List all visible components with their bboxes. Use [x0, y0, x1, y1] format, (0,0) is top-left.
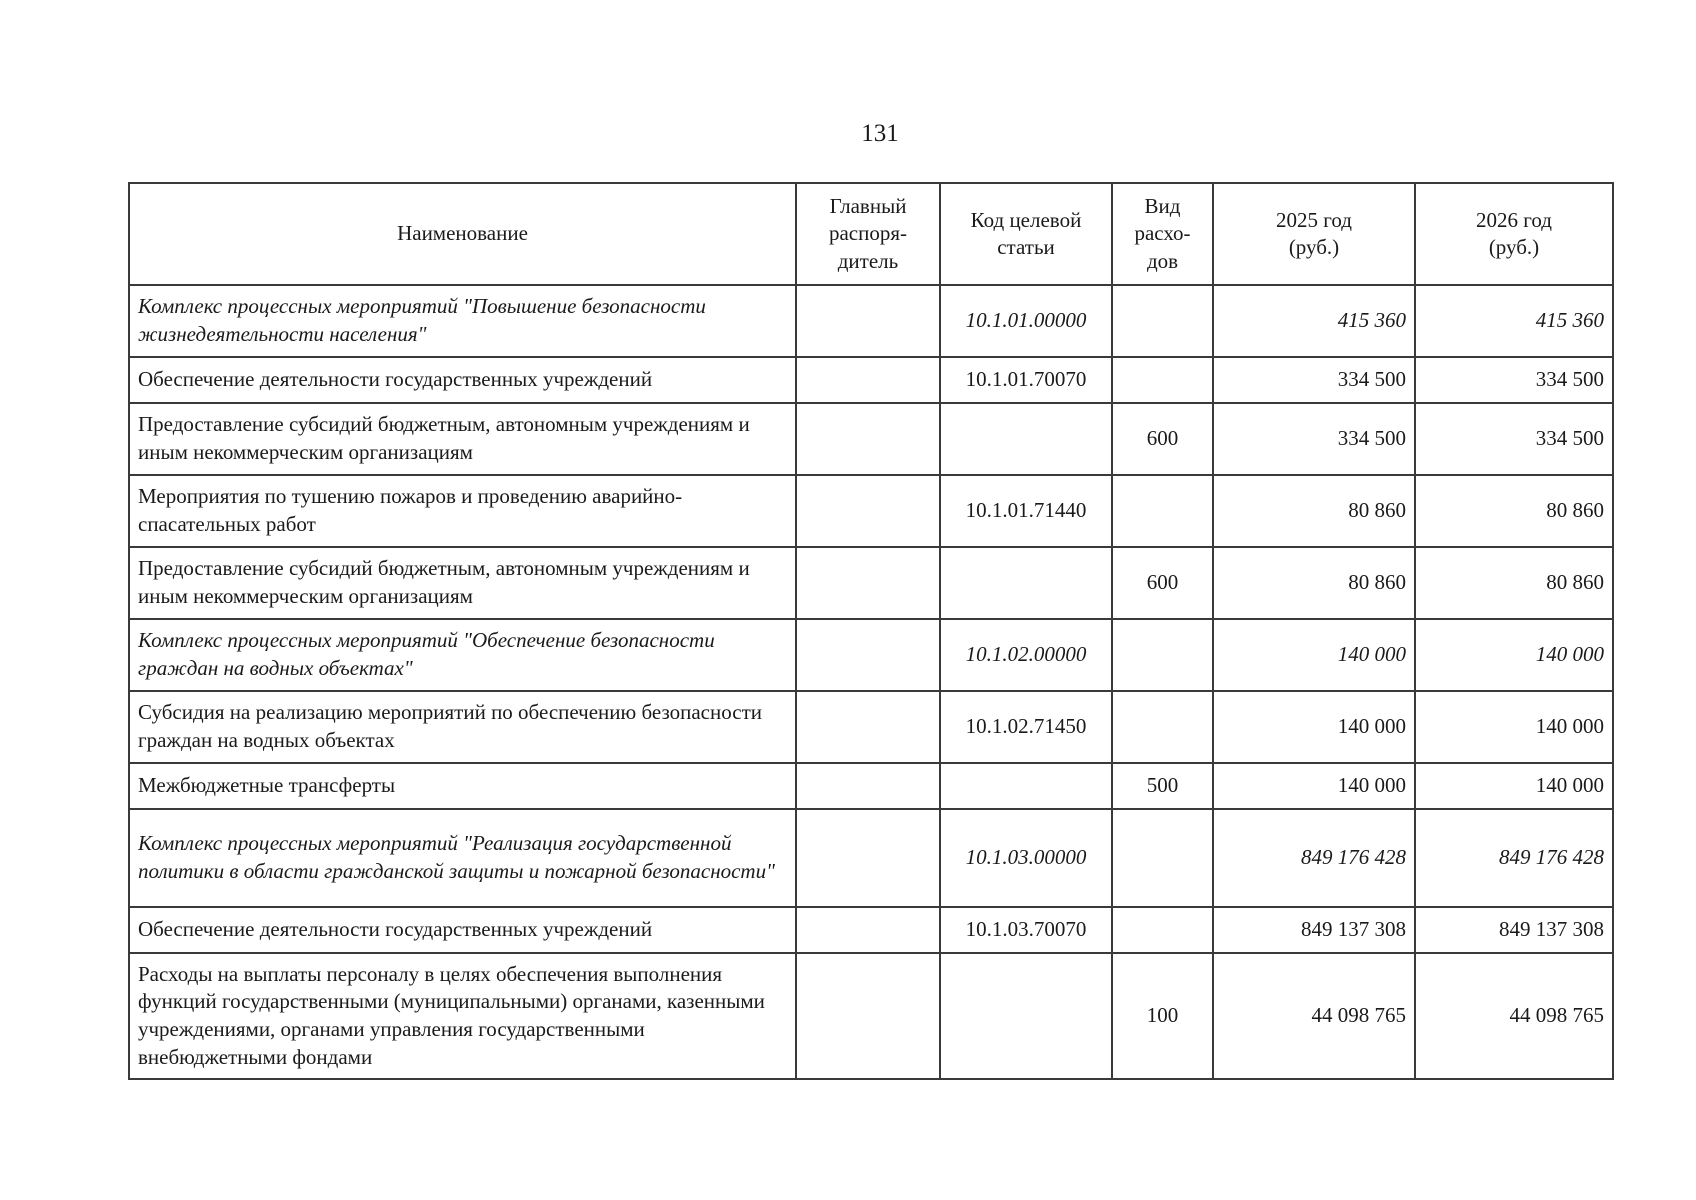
row-2025: 80 860 [1213, 547, 1415, 619]
row-kind [1112, 809, 1213, 907]
table-row [129, 953, 1613, 1079]
row-2025: 80 860 [1213, 475, 1415, 547]
row-kind [1112, 907, 1213, 953]
row-code: 10.1.03.70070 [940, 907, 1112, 953]
budget-table [128, 182, 1614, 1080]
row-kind: 600 [1112, 403, 1213, 475]
row-code [940, 403, 1112, 475]
row-kind [1112, 619, 1213, 691]
row-2026: 80 860 [1415, 547, 1613, 619]
row-kind [1112, 691, 1213, 763]
row-manager [796, 403, 940, 475]
row-name: Предоставление субсидий бюджетным, автономным учреждениям и иным некоммерческим организациям [129, 403, 796, 475]
row-name: Комплекс процессных мероприятий "Повышение безопасности жизнедеятельности населения" [129, 285, 796, 357]
row-2025: 849 137 308 [1213, 907, 1415, 953]
row-manager [796, 357, 940, 403]
table-row [129, 619, 1613, 691]
header-2026: 2026 год (руб.) [1415, 183, 1613, 285]
table-row [129, 809, 1613, 907]
row-manager [796, 763, 940, 809]
row-code [940, 953, 1112, 1079]
row-name: Субсидия на реализацию мероприятий по обеспечению безопасности граждан на водных объектах [129, 691, 796, 763]
row-2025: 44 098 765 [1213, 953, 1415, 1079]
row-2025: 140 000 [1213, 619, 1415, 691]
page-number: 131 [861, 120, 899, 147]
table-row [129, 285, 1613, 357]
row-name: Комплекс процессных мероприятий "Обеспечение безопасности граждан на водных объектах" [129, 619, 796, 691]
row-2026: 44 098 765 [1415, 953, 1613, 1079]
table-row [129, 763, 1613, 809]
row-kind: 600 [1112, 547, 1213, 619]
row-2025: 849 176 428 [1213, 809, 1415, 907]
row-code: 10.1.01.70070 [940, 357, 1112, 403]
row-manager [796, 475, 940, 547]
header-code: Код целевой статьи [940, 183, 1112, 285]
row-2025: 140 000 [1213, 763, 1415, 809]
row-2026: 849 176 428 [1415, 809, 1613, 907]
row-manager [796, 619, 940, 691]
row-2026: 334 500 [1415, 357, 1613, 403]
row-kind [1112, 357, 1213, 403]
row-code [940, 763, 1112, 809]
header-name: Наименование [129, 183, 796, 285]
row-name: Расходы на выплаты персоналу в целях обеспечения выполнения функций государственными (муниципальными) органами, казенными учреждениями, органами управления государственными внебюджетными фондами [129, 953, 796, 1079]
row-2025: 140 000 [1213, 691, 1415, 763]
table-row [129, 691, 1613, 763]
row-2026: 80 860 [1415, 475, 1613, 547]
row-name: Обеспечение деятельности государственных учреждений [129, 357, 796, 403]
row-2025: 415 360 [1213, 285, 1415, 357]
table-row [129, 907, 1613, 953]
row-name: Обеспечение деятельности государственных учреждений [129, 907, 796, 953]
row-2026: 140 000 [1415, 763, 1613, 809]
header-kind: Вид расхо- дов [1112, 183, 1213, 285]
row-2025: 334 500 [1213, 357, 1415, 403]
row-code: 10.1.02.00000 [940, 619, 1112, 691]
row-2026: 415 360 [1415, 285, 1613, 357]
header-manager: Главный распоря- дитель [796, 183, 940, 285]
row-manager [796, 691, 940, 763]
row-kind: 500 [1112, 763, 1213, 809]
row-name: Комплекс процессных мероприятий "Реализация государственной политики в области гражданской защиты и пожарной безопасности" [129, 809, 796, 907]
row-manager [796, 953, 940, 1079]
table-row [129, 403, 1613, 475]
row-code: 10.1.02.71450 [940, 691, 1112, 763]
row-2026: 140 000 [1415, 619, 1613, 691]
row-kind [1112, 285, 1213, 357]
table-row [129, 547, 1613, 619]
row-code: 10.1.01.71440 [940, 475, 1112, 547]
row-2026: 140 000 [1415, 691, 1613, 763]
row-2025: 334 500 [1213, 403, 1415, 475]
row-code: 10.1.01.00000 [940, 285, 1112, 357]
header-2025: 2025 год (руб.) [1213, 183, 1415, 285]
table-header-row [129, 183, 1613, 285]
row-name: Межбюджетные трансферты [129, 763, 796, 809]
table-row [129, 357, 1613, 403]
row-kind [1112, 475, 1213, 547]
row-kind: 100 [1112, 953, 1213, 1079]
row-code: 10.1.03.00000 [940, 809, 1112, 907]
row-2026: 334 500 [1415, 403, 1613, 475]
row-manager [796, 809, 940, 907]
row-manager [796, 285, 940, 357]
row-name: Мероприятия по тушению пожаров и проведению аварийно-спасательных работ [129, 475, 796, 547]
row-name: Предоставление субсидий бюджетным, автономным учреждениям и иным некоммерческим организациям [129, 547, 796, 619]
row-manager [796, 907, 940, 953]
row-code [940, 547, 1112, 619]
table-row [129, 475, 1613, 547]
row-2026: 849 137 308 [1415, 907, 1613, 953]
row-manager [796, 547, 940, 619]
